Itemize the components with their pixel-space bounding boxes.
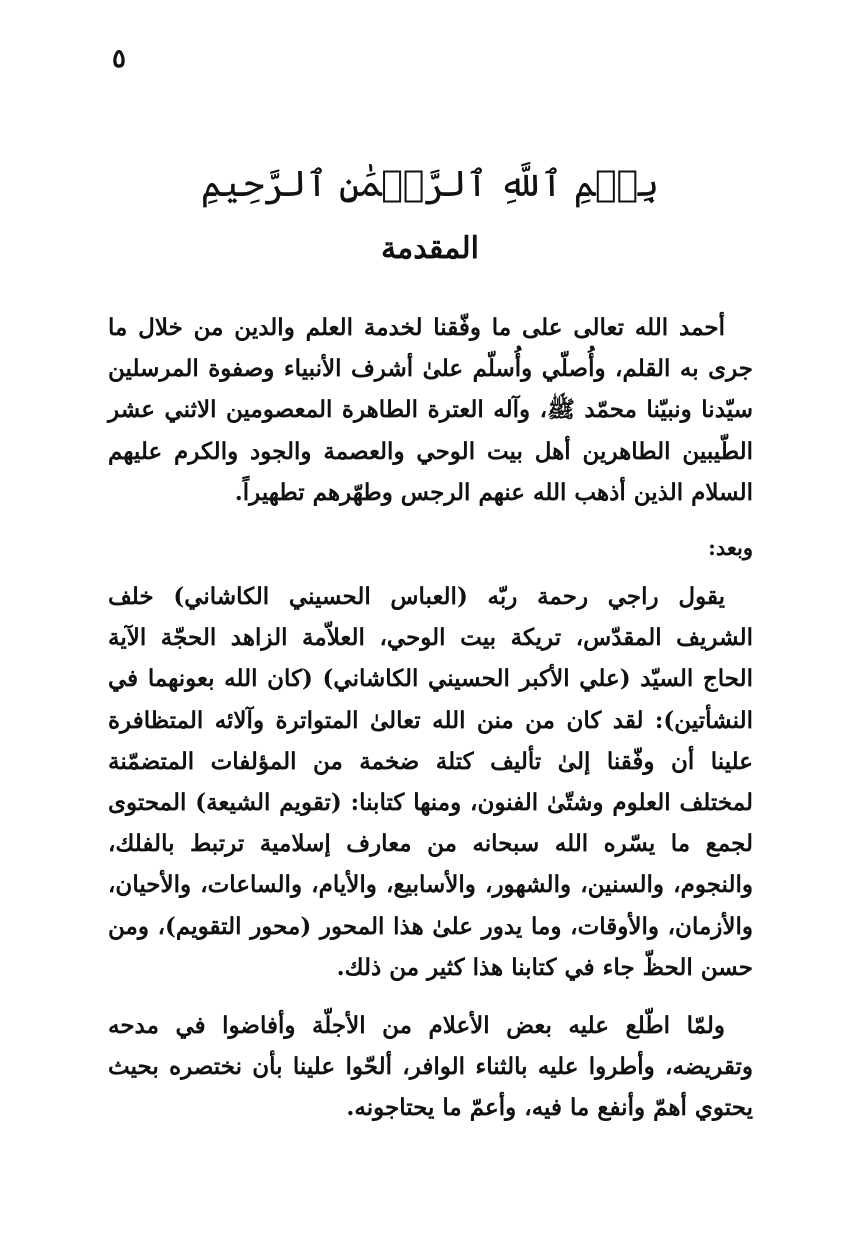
paragraph-text: أحمد الله تعالى على ما وفّقنا لخدمة العلم والدين من خلال ما جرى به القلم، وأُصلّي وأُسلّم علىٰ أشرف الأنبياء وصفوة المرسلين سيّدنا ونبيّنا محمّد ﷺ، وآله العترة الطاهرة المعصومين الاثني عشر الطّيبين الطاهرين أهل بيت الوحي والعصمة والجود والكرم عليهم السلام الذين أذهب الله عنهم الرجس وطهّرهم تطهيراً.	[108, 314, 753, 506]
main-paragraph	[108, 576, 753, 988]
paragraph-text: ولمّا اطّلع عليه بعض الأعلام من الأجلّة وأفاضوا في مدحه وتقريضه، وأطروا عليه بالثناء الوافر، ألحّوا علينا بأن نختصره بحيث يحتوي أهمّ وأنفع ما فيه، وأعمّ ما يحتاجونه.	[108, 1012, 753, 1122]
page-title: المقدمة	[381, 231, 479, 266]
transition-phrase: وبعد:	[708, 535, 753, 560]
basmala-heading: بِسۡمِ ٱللَّهِ ٱلرَّحۡمَٰنِ ٱلرَّحِيمِ	[200, 164, 660, 205]
intro-paragraph	[108, 307, 753, 513]
closing-paragraph	[108, 1005, 753, 1129]
page-number: ٥	[112, 44, 126, 74]
paragraph-text: يقول راجي رحمة ربّه (العباس الحسيني الكاشاني) خلف الشريف المقدّس، تريكة بيت الوحي، العلاّمة الزاهد الحجّة الآية الحاج السيّد (علي الأكبر الحسيني الكاشاني) (كان الله بعونهما في النشأتين): لقد كان من منن الله تعالىٰ المتواترة وآلائه المتظافرة علينا أن وفّقنا إلىٰ تأليف كتلة ضخمة من المؤلفات المتضمّنة لمختلف العلوم وشتّىٰ الفنون، ومنها كتابنا: (تقويم الشيعة) المحتوى لجمع ما يسّره الله سبحانه من معارف إسلامية ترتبط بالفلك، والنجوم، والسنين، والشهور، والأسابيع، والأيام، والساعات، والأحيان، والأزمان، والأوقات، وما يدور علىٰ هذا المحور (محور التقويم)، ومن حسن الحظّ جاء في كتابنا هذا كثير من ذلك.	[108, 583, 753, 981]
